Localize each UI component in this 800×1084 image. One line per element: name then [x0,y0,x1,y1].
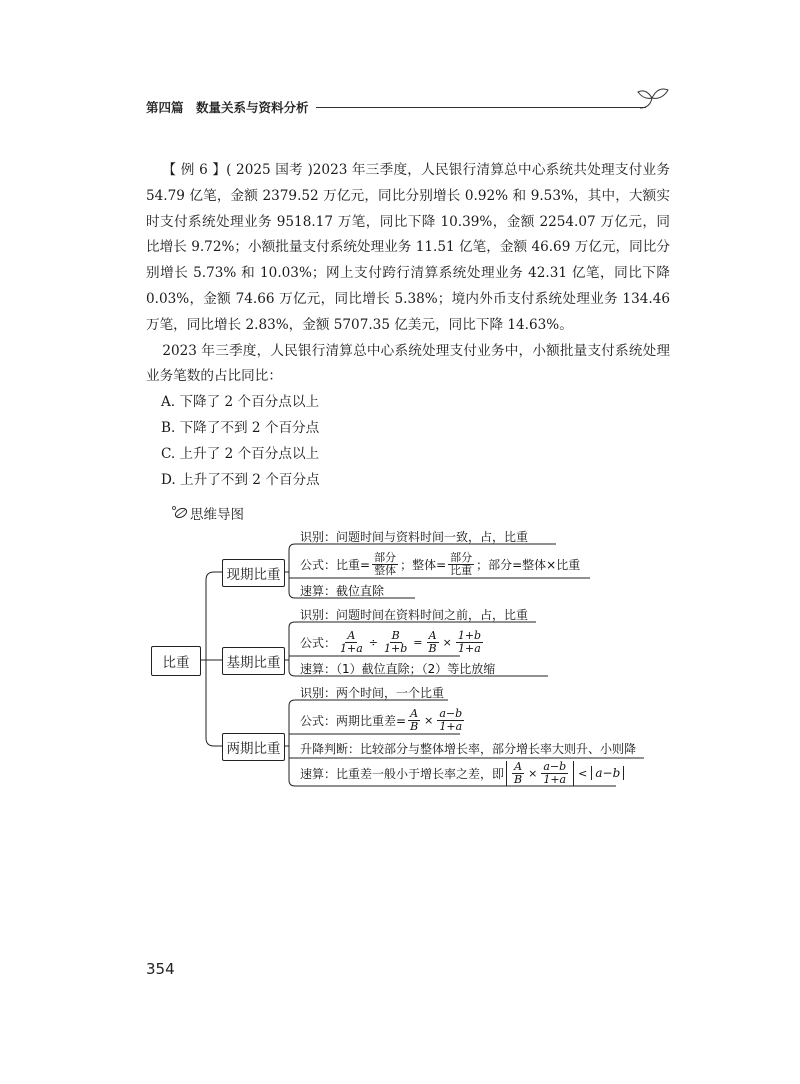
leaf-text: 识别：问题时间与资料时间一致，占，比重 [300,529,529,544]
option-c: C. 上升了 2 个百分点以上 [160,445,320,462]
leaf-speed [300,760,626,786]
leaf-speed [300,660,495,676]
operator: ÷ [368,635,379,649]
fraction [338,630,365,655]
rhs-expression: a−b [595,766,621,780]
option-a: A. 下降了 2 个百分点以上 [160,394,320,411]
numerator: A [514,759,523,773]
denominator: B [410,719,419,733]
option-b: B. 下降了不到 2 个百分点 [160,419,320,436]
formula-mid: ；整体= [400,557,447,572]
fraction [382,630,409,655]
denominator: 1+a [458,641,481,655]
fraction [456,630,483,655]
branch-two-period-ratio [222,733,285,761]
root-label: 比重 [162,655,190,671]
leaf-text: 速算：截位直除 [300,583,385,598]
leaf-recognize [300,606,528,622]
fraction [372,552,398,577]
denominator: B [428,641,437,655]
denominator: 1+a [439,719,463,733]
option-d: D. 上升了不到 2 个百分点 [160,471,320,488]
numerator: A [347,628,356,642]
numerator: A [410,706,419,720]
formula-prefix: 公式： [300,635,337,650]
formula-prefix: 公式：两期比重差= [300,713,407,728]
mindmap-title: 思维导图 [190,507,244,523]
operator: = [413,635,423,649]
leaf-text: 识别：两个时间，一个比重 [300,685,445,700]
fraction [512,761,524,786]
numerator: A [428,628,437,642]
denominator: 整体 [374,563,397,577]
leaf-text: 识别：问题时间在资料时间之前，占，比重 [300,607,529,622]
numerator: 部分 [374,550,397,564]
branch-label: 现期比重 [226,567,281,583]
leaf-text: 速算：（1）截位直除；（2）等比放缩 [300,661,496,676]
leaf-recognize [300,684,444,700]
branch-current-ratio [222,559,285,587]
branch-base-ratio [222,647,285,675]
leaf-formula [300,550,580,578]
fraction [408,708,420,733]
numerator: 1+b [457,628,482,642]
denominator: B [514,772,523,786]
fraction [448,552,474,577]
denominator: 比重 [450,563,473,577]
formula-suffix: ；部分=整体×比重 [476,557,581,572]
leaf-formula [300,706,466,734]
fraction [437,708,464,733]
operator: × [424,713,434,727]
mindmap-root [151,646,201,676]
branch-label: 两期比重 [226,741,281,757]
leaf-speed [300,582,384,598]
numerator: B [391,628,400,642]
denominator: 1+b [384,641,408,655]
operator: < [578,766,588,780]
fraction [541,761,568,786]
absolute-value [506,761,574,786]
speed-prefix: 速算：比重差一般小于增长率之差，即 [300,766,505,781]
branch-label: 基期比重 [226,655,281,671]
operator: × [528,766,538,780]
formula-prefix: 公式：比重= [300,557,371,572]
numerator: a−b [543,759,567,773]
header-title: 第四篇 数量关系与资料分析 [146,100,309,115]
denominator: 1+a [340,641,363,655]
leaf-formula [300,628,485,656]
fraction [427,630,439,655]
leaf-text: 升降判断：比较部分与整体增长率，部分增长率大则升、小则降 [300,741,637,756]
question-text: 2023 年三季度，人民银行清算总中心系统处理支付业务中，小额批量支付系统处理业务笔数的占比同比： [146,342,670,385]
absolute-value [591,766,624,780]
operator: × [442,635,452,649]
leaf-judge [300,740,636,756]
numerator: a−b [439,706,463,720]
numerator: 部分 [450,550,473,564]
leaf-recognize [300,528,528,544]
page-number: 354 [146,960,175,978]
denominator: 1+a [543,772,567,786]
example-label: 【 例 6 】( 2025 国考 ) [162,162,313,178]
example-text: 2023 年三季度，人民银行清算总中心系统共处理支付业务 54.79 亿笔，金额 2379.52 万亿元，同比分别增长 0.92% 和 9.53%，其中，大额实时支付系统处理业务 9518.17 万笔，同比下降 10.39%，金额 2254.07 万亿元，同比增长 9.72%；小额批量支付系统处理业务 11.51 亿笔，金额 46.69 万亿元，同比分别增长 5.73% 和 10.03%；网上支付跨行清算系统处理业务 42.31 亿笔，同比下降 0.03%，金额 74.66 万亿元，同比增长 5.38%；境内外币支付系统处理业务 134.46 万笔，同比增长 2.83%，金额 5707.35 亿美元，同比下降 14.63%。 [146,162,670,333]
